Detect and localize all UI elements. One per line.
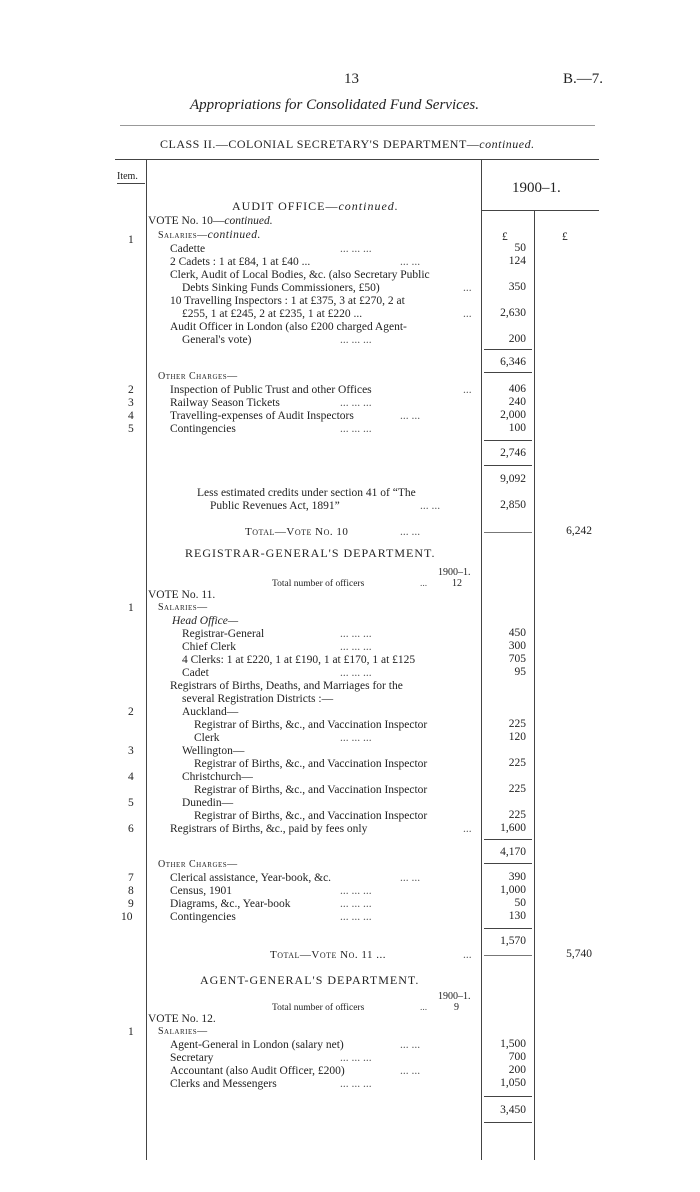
- audit-other-charges-heading: Other Charges—: [158, 371, 238, 382]
- district-line: Registrar of Births, &c., and Vaccination Inspector: [194, 758, 428, 770]
- page-title: Appropriations for Consolidated Fund Services.: [190, 97, 480, 113]
- amount: 390: [508, 871, 526, 883]
- fees-amount: 1,600: [500, 822, 526, 834]
- amount: 450: [508, 627, 526, 639]
- leader-dots: ...: [420, 579, 428, 589]
- charge-label: Contingencies: [170, 911, 236, 923]
- registrar-year: 1900–1.: [438, 567, 471, 578]
- leader-dots: ... ...: [420, 500, 441, 512]
- amount: 1,000: [500, 884, 526, 896]
- item-number: 5: [128, 797, 134, 809]
- year-column-header: 1900–1.: [512, 180, 561, 196]
- leader-dots: ... ... ...: [340, 898, 372, 910]
- district-name: Wellington—: [182, 745, 245, 757]
- district-name: Dunedin—: [182, 797, 234, 809]
- agent-row: Clerks and Messengers: [170, 1078, 277, 1090]
- amount: 1,500: [500, 1038, 526, 1050]
- audit-total-amount: 6,242: [566, 525, 592, 537]
- audit-salaries-total: 6,346: [500, 356, 526, 368]
- registrars-line2: several Registration Districts :—: [182, 693, 334, 705]
- registrar-total-label: Total—Vote No. 11 ...: [270, 949, 386, 961]
- amount: 130: [508, 910, 526, 922]
- registrar-total-amount: 5,740: [566, 948, 592, 960]
- amount: 240: [508, 396, 526, 408]
- registrar-charges-total: 1,570: [500, 935, 526, 947]
- less-credits-line2: Public Revenues Act, 1891”: [210, 500, 340, 512]
- leader-dots: ... ...: [400, 526, 421, 538]
- registrar-row: 4 Clerks: 1 at £220, 1 at £190, 1 at £170, 1 at £125: [182, 654, 416, 666]
- audit-row: Debts Sinking Funds Commissioners, £50): [182, 282, 380, 294]
- amount: 200: [508, 333, 526, 345]
- registrar-salaries-heading: Salaries—: [158, 602, 208, 613]
- item-number: 1: [128, 602, 134, 614]
- agent-officers-count: 9: [454, 1002, 459, 1013]
- item-number: 7: [128, 872, 134, 884]
- leader-dots: ... ...: [400, 256, 421, 268]
- registrar-row: Cadet: [182, 667, 209, 679]
- audit-row: £255, 1 at £245, 2 at £235, 1 at £220 ...: [182, 308, 363, 320]
- amount: 2,630: [500, 307, 526, 319]
- audit-row: Clerk, Audit of Local Bodies, &c. (also Secretary Public: [170, 269, 430, 281]
- agent-item-1: 1: [128, 1026, 134, 1038]
- amount: 50: [514, 897, 526, 909]
- audit-total-label: Total—Vote No. 10: [245, 526, 349, 538]
- leader-dots: ... ...: [400, 872, 421, 884]
- item-number: 6: [128, 823, 134, 835]
- item-column-header: Item.: [117, 171, 138, 182]
- charge-label: Clerical assistance, Year-book, &c.: [170, 872, 332, 884]
- pound-symbol-col1: £: [502, 231, 508, 243]
- amount: 225: [508, 757, 526, 769]
- registrar-other-charges-heading: Other Charges—: [158, 859, 238, 870]
- district-name: Auckland—: [182, 706, 239, 718]
- charge-label: Diagrams, &c., Year-book: [170, 898, 291, 910]
- amount: 50: [514, 242, 526, 254]
- amount: 225: [508, 718, 526, 730]
- registrar-officers-count: 12: [452, 578, 462, 589]
- leader-dots: ... ... ...: [340, 885, 372, 897]
- leader-dots: ... ... ...: [340, 628, 372, 640]
- charge-label: Inspection of Public Trust and other Offices: [170, 384, 372, 396]
- leader-dots: ... ...: [400, 1065, 421, 1077]
- amount: 700: [508, 1051, 526, 1063]
- agent-general-heading: AGENT-GENERAL'S DEPARTMENT.: [200, 973, 420, 987]
- item-number: 2: [128, 706, 134, 718]
- leader-dots: ...: [463, 308, 472, 320]
- leader-dots: ...: [463, 823, 472, 835]
- leader-dots: ... ... ...: [340, 243, 372, 255]
- district-line: Clerk: [194, 732, 220, 744]
- registrar-row: Chief Clerk: [182, 641, 236, 653]
- pound-symbol-col2: £: [562, 231, 568, 243]
- agent-row: Secretary: [170, 1052, 214, 1064]
- district-line: Registrar of Births, &c., and Vaccination Inspector: [194, 810, 428, 822]
- audit-row: Audit Officer in London (also £200 charged Agent-: [170, 321, 407, 333]
- audit-charges-total: 2,746: [500, 447, 526, 459]
- registrar-row: Registrar-General: [182, 628, 265, 640]
- amount: 200: [508, 1064, 526, 1076]
- amount: 100: [508, 422, 526, 434]
- registrar-salaries-total: 4,170: [500, 846, 526, 858]
- audit-sum: 9,092: [500, 473, 526, 485]
- registrars-line1: Registrars of Births, Deaths, and Marriages for the: [170, 680, 403, 692]
- registrar-heading: REGISTRAR-GENERAL'S DEPARTMENT.: [185, 546, 436, 560]
- audit-office-heading: AUDIT OFFICE—continued.: [232, 199, 399, 213]
- amount: 120: [508, 731, 526, 743]
- amount: 95: [514, 666, 526, 678]
- agent-vote-heading: VOTE No. 12.: [148, 1013, 216, 1025]
- class-heading: CLASS II.—COLONIAL SECRETARY'S DEPARTMENT—continued.: [160, 137, 535, 151]
- item-number: 9: [128, 898, 134, 910]
- charge-label: Census, 1901: [170, 885, 232, 897]
- item-number: 10: [121, 911, 133, 923]
- leader-dots: ...: [463, 282, 472, 294]
- leader-dots: ...: [463, 384, 472, 396]
- leader-dots: ... ... ...: [340, 732, 372, 744]
- item-number: 2: [128, 384, 134, 396]
- leader-dots: ... ... ...: [340, 334, 372, 346]
- leader-dots: ...: [420, 1003, 428, 1013]
- leader-dots: ... ... ...: [340, 1052, 372, 1064]
- amount: 350: [508, 281, 526, 293]
- district-line: Registrar of Births, &c., and Vaccination Inspector: [194, 719, 428, 731]
- document-ref: B.—7.: [563, 71, 604, 87]
- amount: 124: [508, 255, 526, 267]
- less-credits-amount: 2,850: [500, 499, 526, 511]
- charge-label: Travelling-expenses of Audit Inspectors: [170, 410, 354, 422]
- amount: 225: [508, 783, 526, 795]
- amount: 406: [508, 383, 526, 395]
- registrar-vote-heading: VOTE No. 11.: [148, 589, 216, 601]
- leader-dots: ... ...: [400, 410, 421, 422]
- leader-dots: ... ... ...: [340, 397, 372, 409]
- item-number: 3: [128, 745, 134, 757]
- head-office-heading: Head Office—: [172, 615, 239, 627]
- item-number: 8: [128, 885, 134, 897]
- agent-row: Agent-General in London (salary net): [170, 1039, 344, 1051]
- fees-label: Registrars of Births, &c., paid by fees only: [170, 823, 368, 835]
- charge-label: Railway Season Tickets: [170, 397, 280, 409]
- agent-officers-label: Total number of officers: [272, 1003, 365, 1013]
- charge-label: Contingencies: [170, 423, 236, 435]
- district-name: Christchurch—: [182, 771, 253, 783]
- leader-dots: ... ... ...: [340, 667, 372, 679]
- agent-row: Accountant (also Audit Officer, £200): [170, 1065, 345, 1077]
- audit-row: 10 Travelling Inspectors : 1 at £375, 3 at £270, 2 at: [170, 295, 405, 307]
- audit-item-1: 1: [128, 234, 134, 246]
- registrar-officers-label: Total number of officers: [272, 579, 365, 589]
- audit-row: General's vote): [182, 334, 252, 346]
- agent-salaries-heading: Salaries—: [158, 1026, 208, 1037]
- audit-vote-heading: VOTE No. 10—continued.: [148, 215, 273, 227]
- amount: 2,000: [500, 409, 526, 421]
- amount: 300: [508, 640, 526, 652]
- audit-row: Cadette: [170, 243, 206, 255]
- item-number: 3: [128, 397, 134, 409]
- amount: 1,050: [500, 1077, 526, 1089]
- item-number: 4: [128, 771, 134, 783]
- agent-salaries-total: 3,450: [500, 1104, 526, 1116]
- leader-dots: ...: [463, 949, 472, 961]
- item-number: 4: [128, 410, 134, 422]
- district-line: Registrar of Births, &c., and Vaccination Inspector: [194, 784, 428, 796]
- leader-dots: ... ... ...: [340, 911, 372, 923]
- amount: 705: [508, 653, 526, 665]
- less-credits-line1: Less estimated credits under section 41 of “The: [197, 487, 416, 499]
- leader-dots: ... ... ...: [340, 423, 372, 435]
- amount: 225: [508, 809, 526, 821]
- audit-salaries-heading: Salaries—continued.: [158, 229, 261, 241]
- page-number: 13: [344, 71, 359, 87]
- item-number: 5: [128, 423, 134, 435]
- leader-dots: ... ... ...: [340, 1078, 372, 1090]
- leader-dots: ... ...: [400, 1039, 421, 1051]
- audit-row: 2 Cadets : 1 at £84, 1 at £40 ...: [170, 256, 311, 268]
- agent-year: 1900–1.: [438, 991, 471, 1002]
- leader-dots: ... ... ...: [340, 641, 372, 653]
